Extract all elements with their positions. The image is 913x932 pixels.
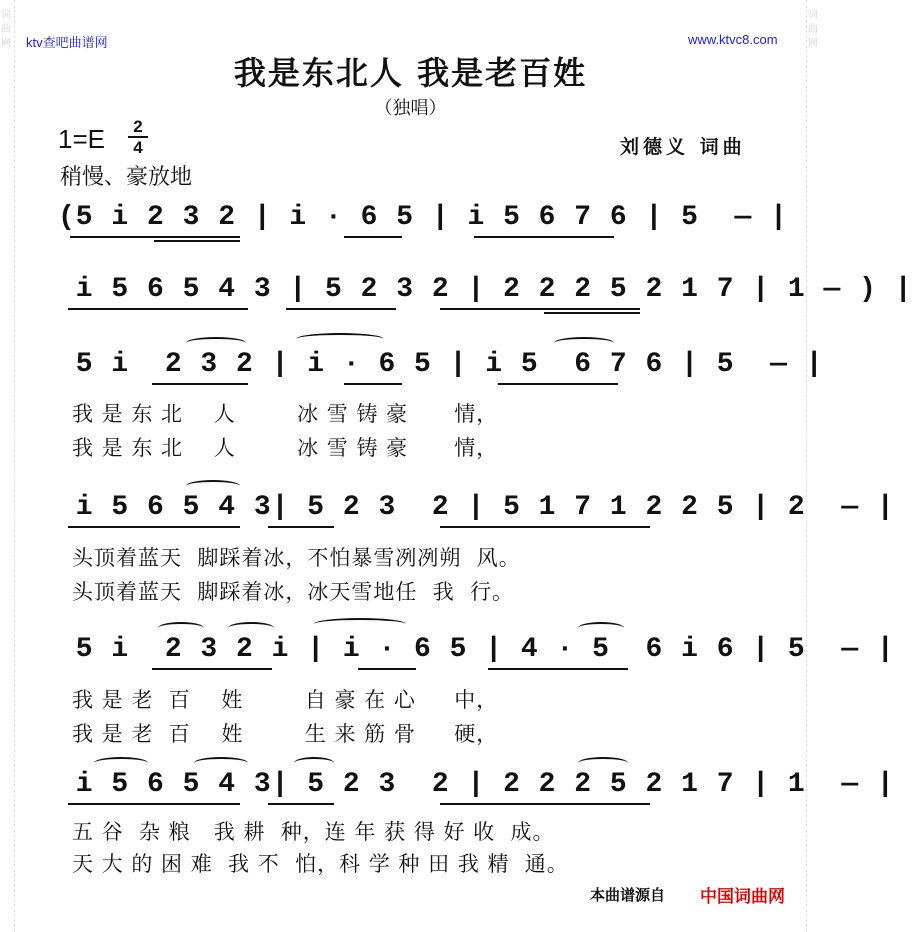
source-site-name: 中国词曲网: [700, 887, 785, 907]
staff-notes: i 5 6 5 4 3| 5 2 3 2 | 2 2 2 5 2 1 7 | 1 — |: [58, 769, 895, 800]
time-signature-bottom: 4: [133, 138, 143, 157]
staff-notes: i 5 6 5 4 3 | 5 2 3 2 | 2 2 2 5 2 1 7 | 1 — ) |: [58, 274, 913, 305]
lyric-line: 我 是 东 北 人 冰 雪 铸 豪 情，: [72, 402, 499, 426]
staff-notes: i 5 6 5 4 3| 5 2 3 2 | 5 1 7 1 2 2 5 | 2 — |: [58, 492, 895, 523]
song-subtitle: （独唱）: [374, 98, 447, 119]
time-signature: [128, 118, 148, 156]
staff-line: [58, 630, 895, 674]
lyric-line: 五 谷 杂 粮 我 耕 种，连 年 获 得 好 收 成。: [72, 820, 555, 844]
lyric-line: 我 是 老 百 姓 自 豪 在 心 中，: [72, 688, 499, 712]
staff-notes: 5 i 2 3 2 | i · 6 5 | i 5 6 7 6 | 5 — |: [58, 349, 824, 380]
lyric-line: 头顶着蓝天 脚踩着冰，冰天雪地任 我 行。: [72, 580, 515, 604]
staff-notes: (5 i 2 3 2 | i · 6 5 | i 5 6 7 6 | 5 — |: [58, 202, 788, 233]
lyric-line: 天 大 的 困 难 我 不 怕，科 学 种 田 我 精 通。: [72, 852, 569, 876]
composer-credit: 刘德义 词曲: [620, 136, 746, 158]
watermark-char: 曲: [1, 24, 11, 35]
site-name-left: ktv查吧曲谱网: [26, 35, 108, 50]
site-url-right: www.ktvc8.com: [688, 32, 778, 47]
staff-line: [58, 765, 895, 809]
watermark-char: 网: [808, 38, 818, 49]
watermark-char: 词: [808, 10, 818, 21]
key-signature: 1=E: [58, 124, 105, 154]
staff-line: [58, 198, 788, 242]
left-watermark-strip: [0, 0, 15, 932]
song-title: 我是东北人 我是老百姓: [233, 54, 588, 92]
staff-line: [58, 345, 824, 389]
tempo-marking: 稍慢、豪放地: [60, 165, 193, 190]
watermark-char: 网: [1, 38, 11, 49]
lyric-line: 我 是 东 北 人 冰 雪 铸 豪 情，: [72, 436, 499, 460]
staff-notes: 5 i 2 3 2 i | i · 6 5 | 4 · 5 6 i 6 | 5 — |: [58, 634, 895, 665]
lyric-line: 头顶着蓝天 脚踩着冰，不怕暴雪冽冽朔 风。: [72, 546, 521, 570]
time-signature-top: 2: [133, 117, 143, 136]
watermark-char: 曲: [808, 24, 818, 35]
source-label: 本曲谱源自: [590, 886, 666, 904]
staff-line: [58, 270, 913, 314]
watermark-char: 词: [1, 10, 11, 21]
lyric-line: 我 是 老 百 姓 生 来 筋 骨 硬，: [72, 722, 499, 746]
staff-line: [58, 488, 895, 532]
